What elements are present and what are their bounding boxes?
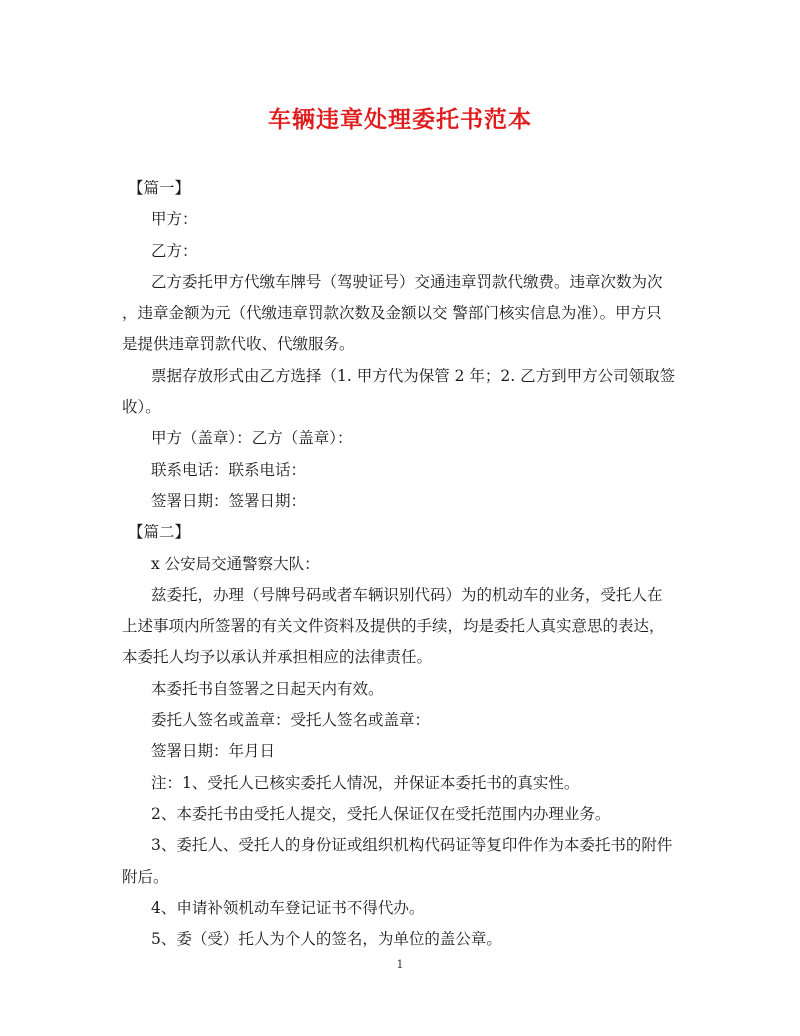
seal-line: 甲方（盖章）：乙方（盖章）： — [151, 429, 353, 448]
addressee-line: x 公安局交通警察大队： — [151, 554, 320, 573]
paragraph-line: ，违章金额为元（代缴违章罚款次数及金额以交 警部门核实信息为准）。甲方只 — [122, 304, 662, 323]
paragraph-line: 本委托人均予以承认并承担相应的法律责任。 — [122, 648, 433, 667]
party-a-line: 甲方： — [151, 210, 198, 229]
paragraph-line: 是提供违章罚款代收、代缴服务。 — [122, 335, 355, 354]
note-line: 附后。 — [122, 867, 169, 886]
note-line: 3、委托人、受托人的身份证或组织机构代码证等复印件作为本委托书的附件 — [151, 836, 673, 855]
paragraph-line: 乙方委托甲方代缴车牌号（驾驶证号）交通违章罚款代缴费。违章次数为次 — [151, 272, 663, 291]
paragraph-line: 兹委托，办理（号牌号码或者车辆识别代码）为的机动车的业务，受托人在 — [151, 585, 663, 604]
paragraph-line: 上述事项内所签署的有关文件资料及提供的手续，均是委托人真实意思的表达， — [122, 617, 665, 636]
note-line: 5、委（受）托人为个人的签名，为单位的盖公章。 — [151, 930, 502, 949]
section-heading-1: 【篇一】 — [128, 179, 191, 197]
date-line: 签署日期：年月日 — [151, 742, 276, 761]
section-heading-2: 【篇二】 — [128, 523, 191, 542]
party-b-line: 乙方： — [151, 241, 198, 260]
paragraph-line: 收）。 — [122, 398, 161, 417]
page-number: 1 — [396, 958, 404, 971]
paragraph-line: 票据存放形式由乙方选择（1. 甲方代为保管 2 年；2. 乙方到甲方公司领取签 — [151, 366, 676, 385]
validity-line: 本委托书自签署之日起天内有效。 — [151, 679, 384, 698]
document-body — [122, 173, 682, 955]
document-title: 车辆违章处理委托书范本 — [268, 106, 532, 133]
note-line: 注：1、受托人已核实委托人情况，并保证本委托书的真实性。 — [151, 773, 580, 792]
signature-line: 委托人签名或盖章：受托人签名或盖章： — [151, 711, 431, 730]
phone-line: 联系电话：联系电话： — [151, 460, 307, 479]
sign-date-line: 签署日期：签署日期： — [151, 491, 307, 510]
note-line: 4、申请补领机动车登记证书不得代办。 — [151, 898, 425, 917]
note-line: 2、本委托书由受托人提交，受托人保证仅在受托范围内办理业务。 — [151, 804, 611, 823]
